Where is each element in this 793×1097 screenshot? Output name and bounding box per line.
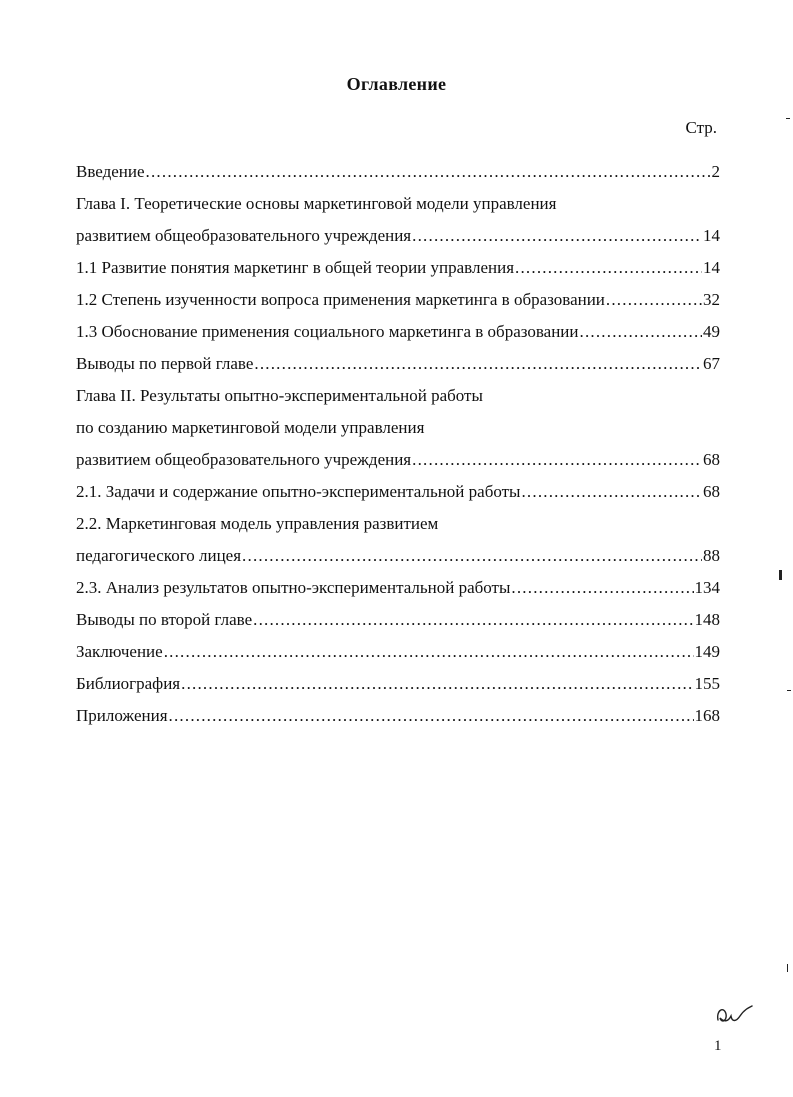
toc-leader-dots	[511, 572, 693, 604]
toc-entry-page: 2	[711, 162, 720, 181]
toc-entry-title: Глава II. Результаты опытно-экспериментальной работы	[76, 386, 483, 405]
toc-entry-title: развитием общеобразовательного учреждения	[76, 450, 412, 469]
toc-leader-dots	[164, 636, 694, 668]
toc-entry	[76, 188, 720, 220]
page-title: Оглавление	[346, 74, 447, 94]
toc-entry-title: развитием общеобразовательного учреждения	[76, 226, 412, 245]
toc-entry-page: 155	[694, 674, 720, 693]
toc-entry	[76, 508, 720, 540]
toc-entry-title: 1.3 Обоснование применения социального маркетинга в образовании	[76, 322, 579, 341]
toc-entry	[76, 380, 720, 412]
handwritten-signature	[714, 1000, 754, 1028]
toc-entry	[76, 252, 720, 284]
toc-entry	[76, 412, 720, 444]
toc-entry-title: по созданию маркетинговой модели управления	[76, 418, 425, 437]
toc-leader-dots	[169, 700, 694, 732]
toc-entry	[76, 572, 720, 604]
toc-entry	[76, 348, 720, 380]
toc-entry-title: Выводы по второй главе	[76, 610, 253, 629]
toc-entry	[76, 156, 720, 188]
toc-leader-dots	[412, 220, 702, 252]
toc-entry	[76, 668, 720, 700]
toc-entry-page: 68	[703, 450, 720, 469]
toc-entry-page: 32	[703, 290, 720, 309]
toc-entry-title: педагогического лицея	[76, 546, 242, 565]
toc-entry	[76, 604, 720, 636]
toc-entry-title: Введение	[76, 162, 145, 181]
toc-entry-page: 14	[703, 258, 720, 277]
toc-leader-dots	[412, 444, 702, 476]
toc-entry-title: Глава I. Теоретические основы маркетинговой модели управления	[76, 194, 557, 213]
toc-leader-dots	[242, 540, 702, 572]
scan-artifact	[787, 690, 791, 691]
toc-leader-dots	[253, 604, 693, 636]
toc-entry-title: Заключение	[76, 642, 163, 661]
toc-entry	[76, 284, 720, 316]
toc-entry-page: 149	[694, 642, 720, 661]
toc-entry	[76, 444, 720, 476]
toc-leader-dots	[515, 252, 702, 284]
toc-entry-title: 1.1 Развитие понятия маркетинг в общей теории управления	[76, 258, 515, 277]
toc-entry-page: 14	[703, 226, 720, 245]
scan-artifact	[779, 570, 782, 580]
page-number: 1	[714, 1038, 722, 1054]
toc-entry-title: 2.2. Маркетинговая модель управления развитием	[76, 514, 439, 533]
toc-entry	[76, 316, 720, 348]
toc-entry	[76, 636, 720, 668]
toc-entry-title: 2.1. Задачи и содержание опытно-экспериментальной работы	[76, 482, 521, 501]
toc-entry-page: 88	[703, 546, 720, 565]
toc-entry-page: 67	[703, 354, 720, 373]
page-column-label: Стр.	[685, 118, 717, 137]
toc-entry-title: Библиография	[76, 674, 181, 693]
toc-leader-dots	[521, 476, 702, 508]
toc-leader-dots	[146, 156, 711, 188]
toc-leader-dots	[580, 316, 703, 348]
toc-entry-page: 148	[694, 610, 720, 629]
toc-entry-page: 68	[703, 482, 720, 501]
toc-leader-dots	[181, 668, 693, 700]
toc-leader-dots	[606, 284, 702, 316]
toc-entry-title: Приложения	[76, 706, 168, 725]
scan-artifact	[786, 118, 790, 119]
toc-entry-page: 168	[694, 706, 720, 725]
scan-artifact	[787, 964, 788, 972]
toc-entry-title: 2.3. Анализ результатов опытно-экспериментальной работы	[76, 578, 511, 597]
toc-entry-page: 134	[694, 578, 720, 597]
toc-entry-title: 1.2 Степень изученности вопроса применения маркетинга в образовании	[76, 290, 605, 309]
toc-entry	[76, 476, 720, 508]
toc-entry	[76, 700, 720, 732]
table-of-contents	[76, 156, 720, 732]
toc-entry-page: 49	[703, 322, 720, 341]
toc-leader-dots	[254, 348, 702, 380]
toc-entry-title: Выводы по первой главе	[76, 354, 254, 373]
toc-entry	[76, 540, 720, 572]
toc-entry	[76, 220, 720, 252]
